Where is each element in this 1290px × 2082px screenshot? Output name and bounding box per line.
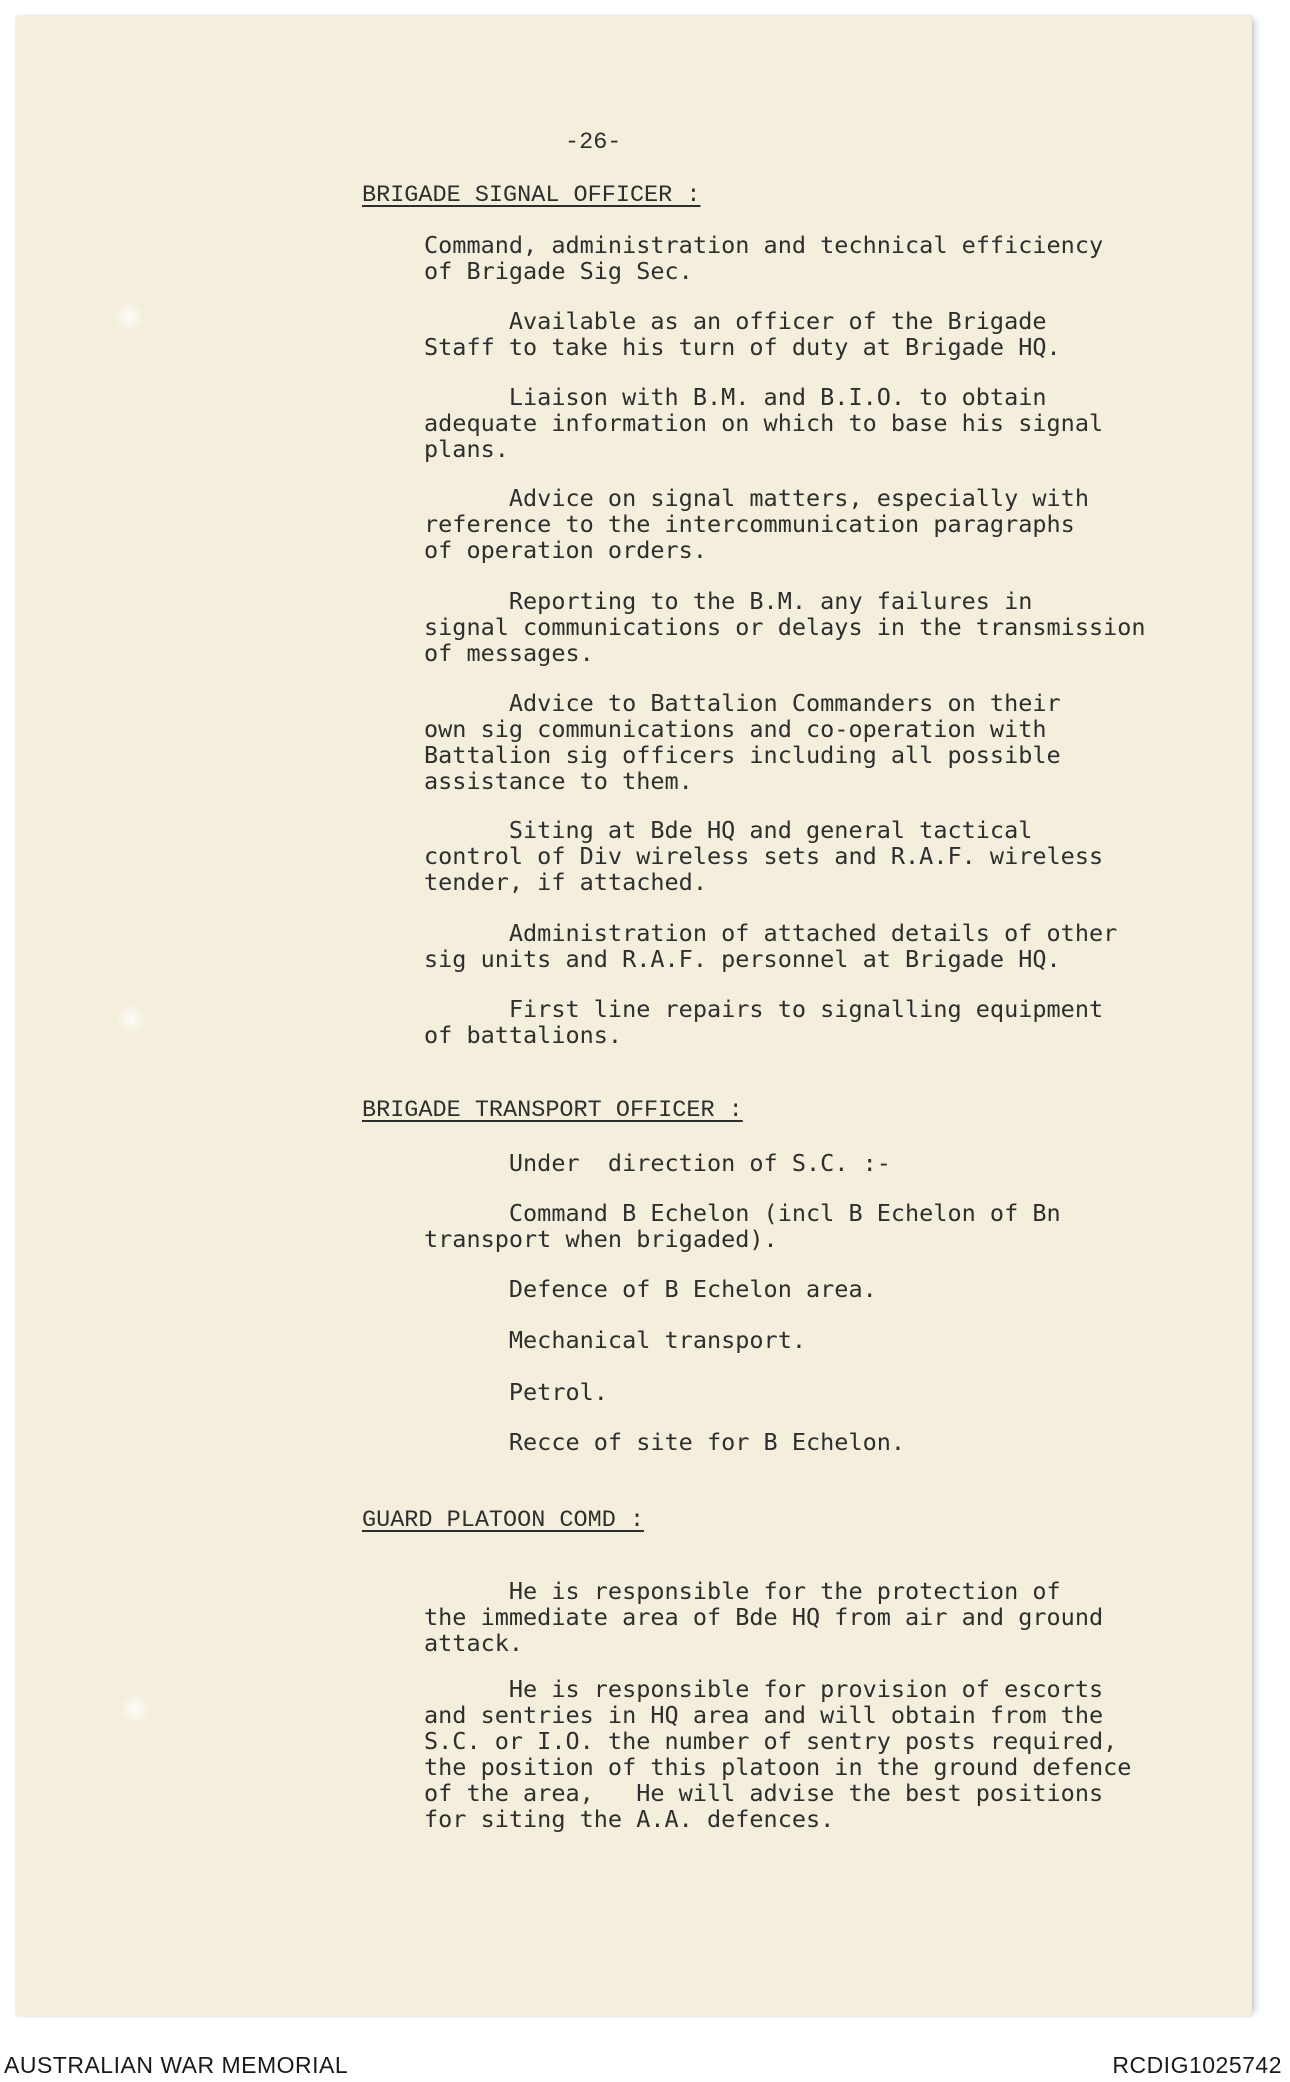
punch-hole: [116, 304, 142, 330]
footer-record-id: RCDIG1025742: [1112, 2052, 1282, 2078]
paragraph: Liaison with B.M. and B.I.O. to obtain adequate information on which to base his signal plans.: [424, 383, 1104, 463]
paragraph: Defence of B Echelon area.: [424, 1275, 877, 1303]
section-heading-transport-officer: BRIGADE TRANSPORT OFFICER :: [362, 1097, 743, 1124]
paragraph: Reporting to the B.M. any failures in signal communications or delays in the transmission of messages.: [424, 587, 1146, 667]
footer-archive-name: AUSTRALIAN WAR MEMORIAL: [4, 2052, 349, 2078]
paragraph: He is responsible for provision of escorts and sentries in HQ area and will obtain from the S.C. or I.O. the number of sentry posts required, the position of this platoon in the ground defence of the area, He will advise the best positions for siting the A.A. defences.: [424, 1675, 1132, 1833]
paragraph: Advice to Battalion Commanders on their own sig communications and co-operation with Battalion sig officers including all possible assistance to them.: [424, 689, 1061, 795]
punch-hole: [118, 1006, 144, 1032]
paragraph: Advice on signal matters, especially with reference to the intercommunication paragraphs of operation orders.: [424, 484, 1089, 564]
paragraph: Command B Echelon (incl B Echelon of Bn transport when brigaded).: [424, 1199, 1061, 1253]
paragraph: Petrol.: [424, 1378, 608, 1406]
paragraph: Recce of site for B Echelon.: [424, 1428, 906, 1456]
paragraph: First line repairs to signalling equipment of battalions.: [424, 995, 1104, 1049]
paragraph: He is responsible for the protection of the immediate area of Bde HQ from air and ground attack.: [424, 1577, 1104, 1657]
paragraph: Administration of attached details of other sig units and R.A.F. personnel at Brigade HQ.: [424, 919, 1118, 973]
paragraph: Under direction of S.C. :-: [424, 1149, 891, 1177]
paragraph: Command, administration and technical efficiency of Brigade Sig Sec.: [424, 231, 1104, 285]
paragraph: Available as an officer of the Brigade Staff to take his turn of duty at Brigade HQ.: [424, 307, 1061, 361]
section-heading-signal-officer: BRIGADE SIGNAL OFFICER :: [362, 182, 701, 209]
punch-hole: [122, 1696, 148, 1722]
paragraph: Siting at Bde HQ and general tactical control of Div wireless sets and R.A.F. wireless tender, if attached.: [424, 816, 1104, 896]
section-heading-guard-platoon: GUARD PLATOON COMD :: [362, 1507, 645, 1534]
page-number: -26-: [565, 129, 622, 156]
paragraph: Mechanical transport.: [424, 1326, 807, 1354]
